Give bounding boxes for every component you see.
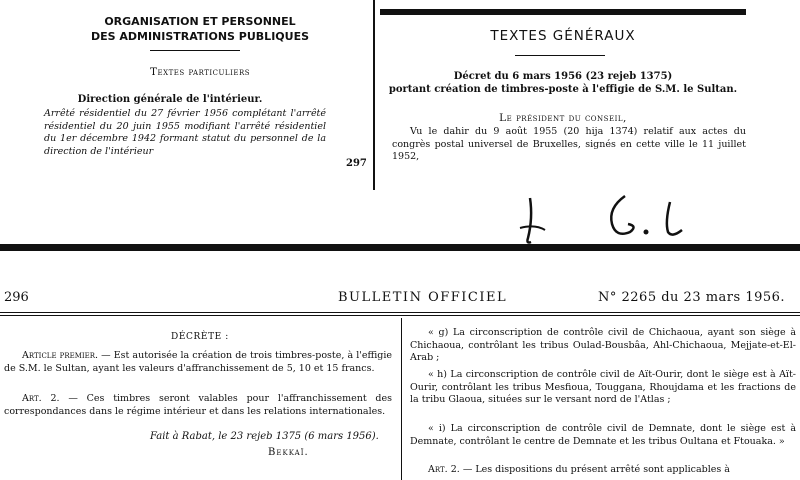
signatory: Bekkaï. (268, 447, 309, 458)
column-separator (401, 318, 402, 480)
textes-generaux-heading: TEXTES GÉNÉRAUX (490, 28, 636, 44)
arrete-entry: Arrêté résidentiel du 27 février 1956 complétant l'arrêté résidentiel du 20 juin 1955 modifiant l'arrêté résidentiel du 1er décembre 1942 formant statut du personnel de la direction de l'intérieur (44, 108, 326, 157)
handwritten-signature (500, 188, 720, 248)
article-2-label: Art. 2. (22, 393, 60, 404)
page-number: 296 (4, 290, 29, 305)
page-reference: 297 (346, 158, 367, 169)
paragraph-h: « h) La circonscription de contrôle civil de Aït-Ourir, dont le siège est à Aït-Ourir, contrôlant les tribus Mesfioua, Touggana, Rhoujdama et les fractions de la tribu Glaoua, situées sur le versant nord de l'Atlas ; (410, 369, 796, 405)
bulletin-title: BULLETIN OFFICIEL (338, 290, 508, 305)
article-1-text: — Est autorisée la création de trois timbres-poste, à l'effigie de S.M. le Sultan, ayant les valeurs d'affranchissement de 5, 10 et 15 francs. (4, 350, 392, 374)
article-1 (4, 350, 392, 375)
direction-heading: Direction générale de l'intérieur. (77, 94, 263, 105)
fait-a-rabat: Fait à Rabat, le 23 rejeb 1375 (6 mars 1956). (150, 431, 379, 442)
paragraph-i: « i) La circonscription de contrôle civil de Demnate, dont le siège est à Demnate, contrôlant le centre de Demnate et les tribus Oultana et Ftouaka. » (410, 423, 796, 447)
divider (515, 55, 605, 56)
article-2 (4, 393, 392, 418)
president-line: Le président du conseil, (499, 112, 627, 124)
thick-rule (380, 9, 746, 15)
decret-title-line1: Décret du 6 mars 1956 (23 rejeb 1375) (453, 71, 673, 82)
org-heading (40, 14, 360, 44)
article-2-right-label: Art. 2. (428, 464, 460, 475)
article-2-right-text: — Les dispositions du présent arrêté sont applicables à (462, 464, 730, 475)
divider (150, 50, 240, 51)
clipping-divider-bar (0, 244, 800, 251)
textes-particuliers-heading: Textes particuliers (149, 66, 251, 78)
decrete-heading: DÉCRÈTE : (171, 332, 229, 342)
header-rule-double (0, 315, 800, 316)
header-rule (0, 312, 800, 313)
org-heading-line2: DES ADMINISTRATIONS PUBLIQUES (90, 30, 310, 43)
article-2-text: — Ces timbres seront valables pour l'affranchissement des correspondances dans le régime intérieur et dans les relations internationales. (4, 393, 393, 417)
clipping-separator (373, 0, 375, 190)
vu-paragraph: Vu le dahir du 9 août 1955 (20 hija 1374) relatif aux actes du congrès postal universel de Bruxelles, signés en cette ville le 11 juillet 1952, (392, 126, 746, 162)
decret-title-line2: portant création de timbres-poste à l'effigie de S.M. le Sultan. (388, 84, 738, 95)
issue-info: N° 2265 du 23 mars 1956. (598, 290, 786, 305)
paragraph-g: « g) La circonscription de contrôle civil de Chichaoua, ayant son siège à Chichaoua, contrôlant les tribus Oulad-Bousbâa, Ahl-Chichaoua, Mejjate-et-El-Arab ; (410, 327, 796, 363)
article-2-right (410, 464, 796, 477)
article-1-label: Article premier. (22, 350, 99, 361)
decret-title (380, 70, 746, 96)
org-heading-line1: ORGANISATION ET PERSONNEL (104, 15, 296, 28)
